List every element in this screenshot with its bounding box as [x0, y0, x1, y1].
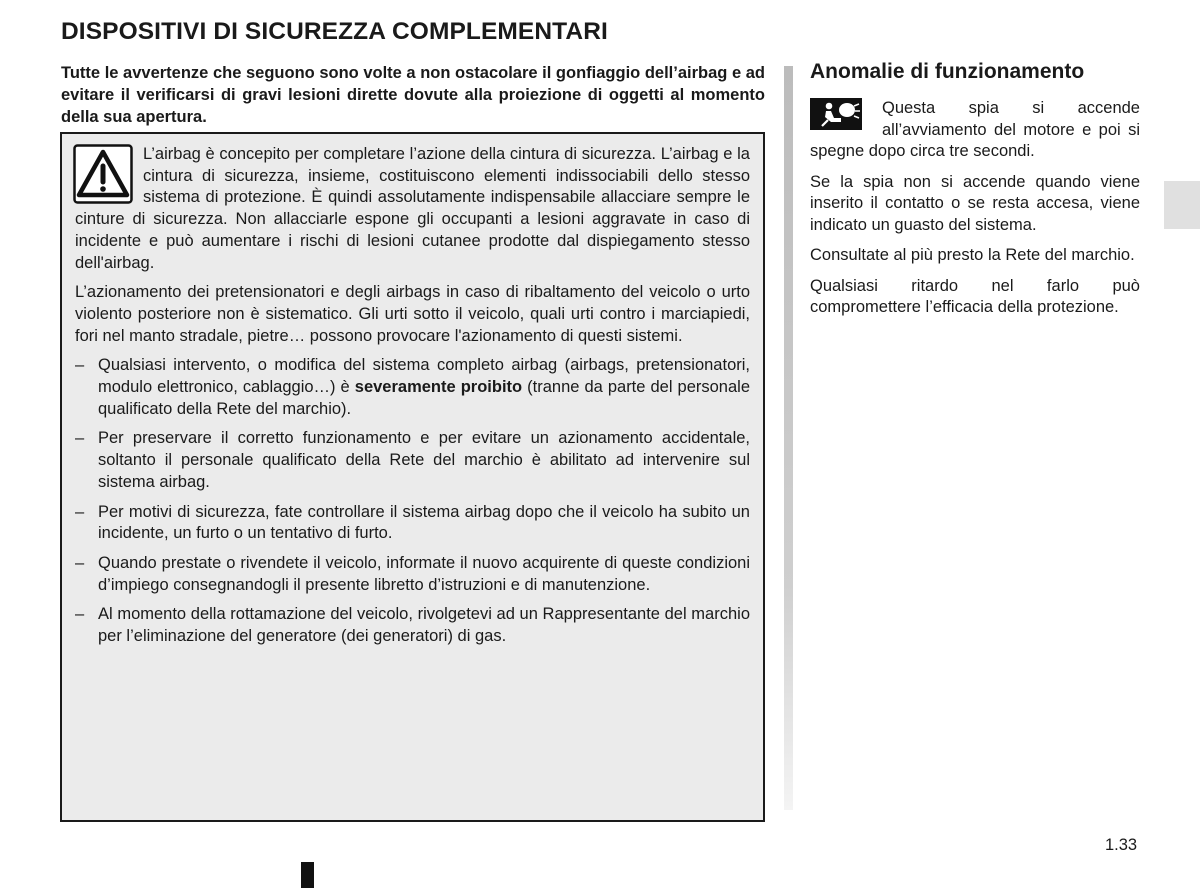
page-number: 1.33: [1105, 836, 1138, 854]
list-item: – Qualsiasi intervento, o modifica del sistema completo airbag (airbags, pretensionatori, modulo elettronico, cablaggio…) è severamente proibito (tranne da parte del personale qualificato della Rete del marchio).: [75, 356, 750, 418]
column-divider: [784, 66, 793, 810]
warning-paragraph-2: L’azionamento dei pretensionatori e degli airbags in caso di ribaltamento del veicolo o urto violento posteriore non è sistematico. Gli urti sotto il veicolo, quali urti contro i marciapiedi, fori nel manto stradale, pietre… possono provocare l'azionamento di questi sistemi.: [75, 283, 750, 345]
section-title: Anomalie di funzionamento: [810, 60, 1085, 83]
chapter-thumb-tab: [1164, 181, 1200, 229]
anomalie-paragraph-1: Questa spia si accende all’avviamento del motore e poi si spegne dopo circa tre secondi.: [810, 99, 1140, 160]
anomalie-paragraph-3: Consultate al più presto la Rete del marchio.: [810, 246, 1135, 264]
anomalie-paragraph-2: Se la spia non si accende quando viene inserito il contatto o se resta accesa, viene indicato un guasto del sistema.: [810, 172, 1140, 234]
list-item: – Per preservare il corretto funzionamento e per evitare un azionamento accidentale, soltanto il personale qualificato della Rete del marchio è abilitato ad intervenire sul sistema airbag.: [75, 429, 750, 491]
anomalie-paragraph-4: Qualsiasi ritardo nel farlo può compromettere l’efficacia della protezione.: [810, 276, 1140, 316]
list-item: – Al momento della rottamazione del veicolo, rivolgetevi ad un Rappresentante del marchio per l’eliminazione del generatore (dei generatori) di gas.: [75, 605, 750, 646]
warning-triangle-icon: [73, 144, 133, 204]
airbag-warning-lamp-icon: [810, 98, 862, 130]
list-item: – Quando prestate o rivendete il veicolo, informate il nuovo acquirente di queste condizioni d’impiego consegnandogli il presente libretto d’istruzioni e di manutenzione.: [75, 553, 750, 594]
page-title: DISPOSITIVI DI SICUREZZA COMPLEMENTARI: [61, 18, 608, 45]
print-crop-mark: [301, 862, 314, 888]
anomalie-section: [810, 60, 1140, 328]
warning-box: [60, 132, 765, 822]
emphasis-text: severamente proibito: [354, 378, 523, 397]
warning-paragraph-1: L’airbag è concepito per completare l’azione della cintura di sicurezza. L’airbag e la cintura di sicurezza, insieme, costituiscono elementi indissociabili dello stesso sistema di protezione. È quindi assolutamente indispensabile allacciare sempre le cinture di sicurezza. Non allacciarle espone gli occupanti a lesioni aggravate in caso di incidente e può aumentare i rischi di lesioni cutanee prodotte dal dispiegamento stesso dell'airbag.: [75, 145, 750, 272]
warning-bullet-list: [75, 355, 750, 647]
list-item: – Per motivi di sicurezza, fate controllare il sistema airbag dopo che il veicolo ha subito un incidente, un furto o un tentativo di furto.: [75, 502, 750, 543]
intro-warning-text: Tutte le avvertenze che seguono sono volte a non ostacolare il gonfiaggio dell’airbag e ad evitare il verificarsi di gravi lesioni dirette dovute alla proiezione di oggetti al momento della sua apertura.: [61, 64, 765, 126]
